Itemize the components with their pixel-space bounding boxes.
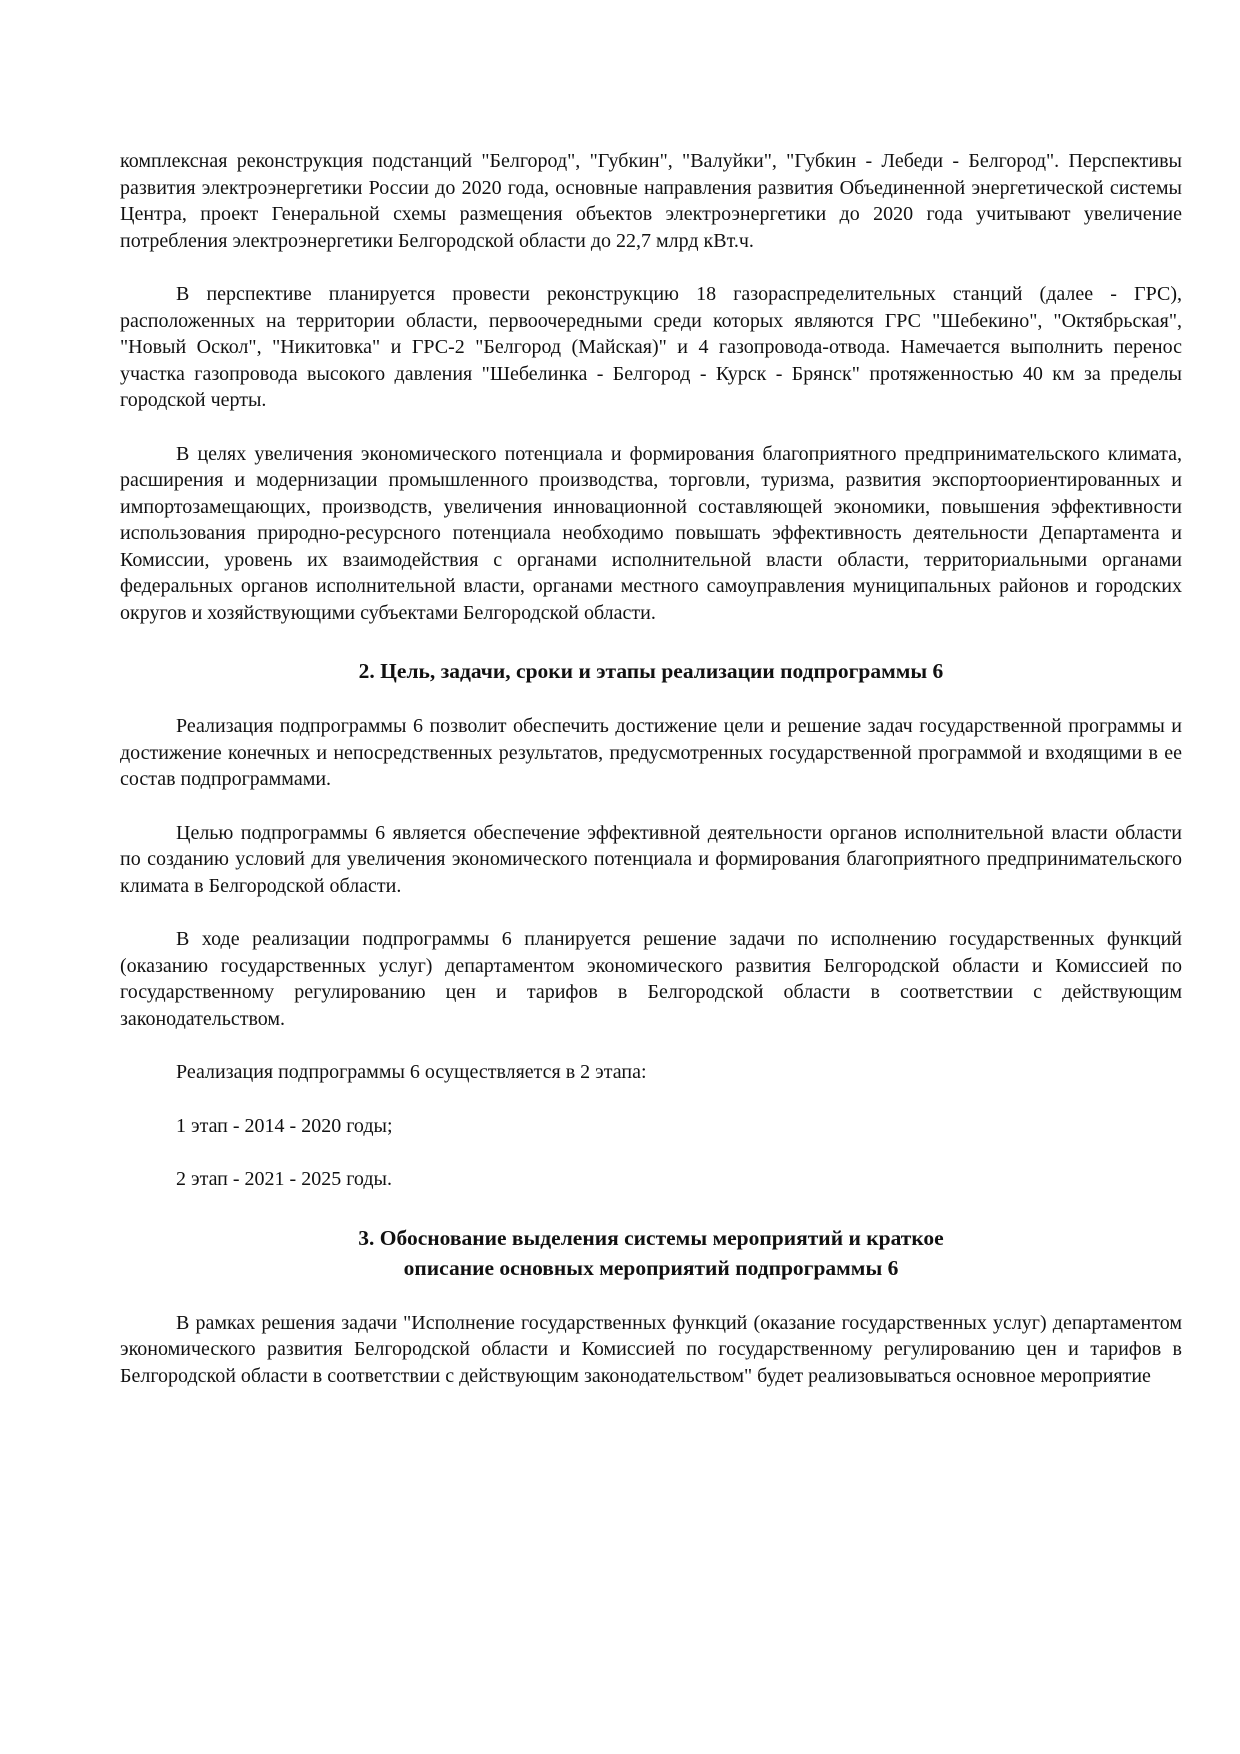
heading-line: 3. Обоснование выделения системы мероприятий и краткое bbox=[358, 1225, 944, 1250]
section-3-heading bbox=[120, 1223, 1182, 1283]
document-page bbox=[120, 148, 1182, 1389]
paragraph: Реализация подпрограммы 6 позволит обеспечить достижение цели и решение задач государственной программы и достижение конечных и непосредственных результатов, предусмотренных государственной программой и входящими в ее состав подпрограммами. bbox=[120, 715, 1182, 790]
paragraph: Целью подпрограммы 6 является обеспечение эффективной деятельности органов исполнительной власти области по созданию условий для увеличения экономического потенциала и формирования благоприятного предпринимательского климата в Белгородской области. bbox=[120, 821, 1182, 897]
paragraph: В ходе реализации подпрограммы 6 планируется решение задачи по исполнению государственных функций (оказанию государственных услуг) департаментом экономического развития Белгородской области и Комиссией по государственному регулированию цен и тарифов в Белгородской области в соответствии с действующим законодательством. bbox=[120, 928, 1182, 1030]
paragraph: В перспективе планируется провести реконструкцию 18 газораспределительных станций (далее - ГРС), расположенных на территории области, первоочередными среди которых являются ГРС "Шебекино", "Октябрьская", "Новый Оскол", "Никитовка" и ГРС-2 "Белгород (Майская)" и 4 газопровода-отвода. Намечается выполнить перенос участка газопровода высокого давления "Шебелинка - Белгород - Курск - Брянск" протяженностью 40 км за пределы городской черты. bbox=[120, 283, 1182, 411]
stage-item: 1 этап - 2014 - 2020 годы; bbox=[176, 1114, 393, 1137]
paragraph: комплексная реконструкция подстанций "Белгород", "Губкин", "Валуйки", "Губкин - Лебеди - Белгород". Перспективы развития электроэнергетики России до 2020 года, основные направления развития Объединенной энергетической системы Центра, проект Генеральной схемы размещения объектов электроэнергетики до 2020 года учитывают увеличение потребления электроэнергетики Белгородской области до 22,7 млрд кВт.ч. bbox=[120, 150, 1182, 252]
paragraph: В целях увеличения экономического потенциала и формирования благоприятного предпринимательского климата, расширения и модернизации промышленного производства, торговли, туризма, развития экспортоориентированных и импортозамещающих, производств, увеличения инновационной составляющей экономики, повышения эффективности использования природно-ресурсного потенциала необходимо повышать эффективность деятельности Департамента и Комиссии, уровень их взаимодействия с органами исполнительной власти области, территориальными органами федеральных органов исполнительной власти, органами местного самоуправления муниципальных районов и городских округов и хозяйствующими субъектами Белгородской области. bbox=[120, 442, 1182, 624]
paragraph: В рамках решения задачи "Исполнение государственных функций (оказание государственных услуг) департаментом экономического развития Белгородской области и Комиссией по государственному регулированию цен и тарифов в Белгородской области в соответствии с действующим законодательством" будет реализовываться основное мероприятие bbox=[120, 1311, 1182, 1387]
paragraph: Реализация подпрограммы 6 осуществляется в 2 этапа: bbox=[176, 1061, 647, 1083]
section-2-heading: 2. Цель, задачи, сроки и этапы реализации подпрограммы 6 bbox=[358, 659, 944, 683]
heading-line: описание основных мероприятий подпрограммы 6 bbox=[403, 1255, 899, 1280]
stage-item: 2 этап - 2021 - 2025 годы. bbox=[176, 1168, 392, 1190]
